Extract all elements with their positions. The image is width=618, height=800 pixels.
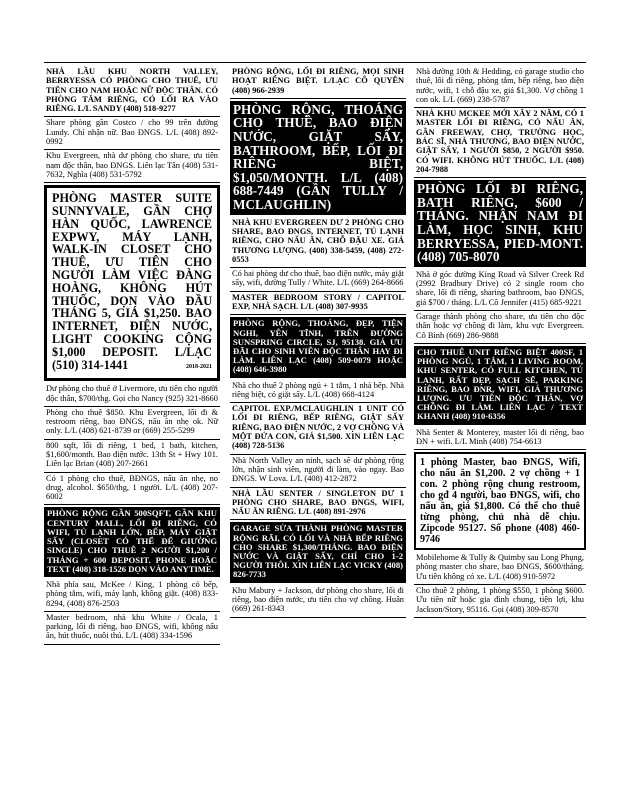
ad-text: 1 phòng Master, bao ĐNGS, Wifi, cho nấu ăn $1,200. 2 vợ chồng + 1 con. 2 phòng rộng chung restroom, cho gđ 4 người, bao ĐNGS, wifi, cho nấu ăn, giá $1,800. Có thể cho thuê từng phòng, chủ nhà dễ chịu. Zipcode 95127. Số phone (408) 460-9746 bbox=[420, 457, 580, 546]
classified-ad bbox=[230, 488, 406, 521]
ad-text: Có 1 phòng cho thuê, BĐNGS, nấu ăn nhẹ, no drug, alcohol. $650/thg, 1 người. L/L (408) 207-6002 bbox=[46, 473, 218, 502]
ad-text: Mobilehome & Tully & Quimby sau Long Phụng, phòng master cho share, bao ĐNGS, $600/tháng. Ưu tiên không có xe. L/L (408) 910-5972 bbox=[416, 553, 584, 581]
ad-text: Nhà North Valley an ninh, sạch sẽ dư phòng rộng lớn, nhận sinh viên, người đi làm, vào ngay. Bao ĐNGS. W Lova. L/L (408) 412-2872 bbox=[232, 455, 404, 484]
ad-text: NHÀ LẦU KHU NORTH VALLEY, BERRYESSA CÓ PHÒNG CHO THUÊ, ƯU TIÊN CHO NAM HOẶC NỮ ĐỘC THÂN. CÓ PHÒNG TẮM RIÊNG, CÓ LỐI RA VÀO RIÊNG. L/L SANDY (408) 518-9277 bbox=[46, 67, 218, 114]
column-2 bbox=[230, 66, 406, 618]
classified-ad bbox=[230, 317, 406, 377]
ad-text: PHÒNG RỘNG, LỐI ĐI RIÊNG, MỌI SINH HOẠT RIÊNG BIỆT. L/LẠC CÔ QUYÊN (408) 966-2939 bbox=[232, 67, 404, 95]
classified-ad bbox=[230, 455, 406, 488]
classified-ad bbox=[230, 585, 406, 618]
ad-text: Nhà đường 10th & Hedding, có garage studio cho thuê, lối đi riêng, phòng tắm, bếp riêng, bao điện nước, wifi, 1 chỗ đậu xe, giá $1,300. Vợ chồng 1 con ok. L/L (669) 238-5787 bbox=[416, 67, 584, 104]
classified-ad bbox=[44, 440, 220, 473]
ad-text: CAPITOL EXP./MCLAUGHLIN 1 UNIT CÓ LỐI ĐI RIÊNG, BẾP RIÊNG, GIẶT SẤY RIÊNG, BAO ĐIỆN NƯỚC, 2 VỢ CHỒNG VÀ MỘT ĐỨA CON, GIÁ $1,500. XIN LIÊN LẠC (408) 728-5136 bbox=[232, 404, 404, 451]
classified-ad bbox=[414, 552, 586, 585]
classified-ad bbox=[230, 403, 406, 454]
ad-text: PHÒNG MASTER SUITE SUNNYVALE, GẦN CHỢ HÀN QUỐC, LAWRENCE EXPWY, MÁY LẠNH, WALK-IN CLOSET CHO THUÊ, ƯU TIÊN CHO NGƯỜI LÀM VIỆC ĐÀNG HOÀNG, KHÔNG HÚT THUỐC, DỌN VÀO ĐẦU THÁNG 5, GIÁ $1,250. BAO INTERNET, ĐIỆN NƯỚC, LIGHT COOKING CỘNG $1,000 DEPOSIT. L/LẠC (510) 314-1441 bbox=[52, 191, 212, 372]
classifieds-page bbox=[44, 66, 586, 796]
classified-ad bbox=[230, 292, 406, 316]
ad-text: Có hai phòng dư cho thuê, bao điện nước, máy giặt sấy, wifi, đường Tully / White. L/L (669) 264-8666 bbox=[232, 269, 404, 288]
classified-ad bbox=[44, 150, 220, 183]
classified-ad bbox=[414, 427, 586, 451]
ad-text: Nhà cho thuê 2 phòng ngủ + 1 tắm, 1 nhà bếp. Nhà riêng biệt, có giặt sấy. L/L (408) 668-4124 bbox=[232, 380, 404, 399]
ad-text: NHÀ KHU MCKEE MỚI XÂY 2 NĂM, CÓ 1 MASTER LỐI ĐI RIÊNG, CÓ NẤU ĂN, GẦN FREEWAY, CHỢ, TRƯỜNG HỌC, BÁC SĨ, NHÀ THƯƠNG, BAO ĐIỆN NƯỚC, GIẶT SẤY, 1 NGƯỜI $850, 2 NGƯỜI $950. CÓ WIFI. KHÔNG HÚT THUỐC. L/L (408) 204-7988 bbox=[416, 109, 584, 174]
classified-ad bbox=[44, 507, 220, 576]
classified-ad bbox=[414, 452, 586, 550]
ad-text: Garage thành phòng cho share, ưu tiên cho độc thân hoặc vợ chồng đi làm, khu vực Evergreen. Cô Bình (669) 286-9888 bbox=[416, 312, 584, 340]
ad-text: GARAGE SỬA THÀNH PHÒNG MASTER RỘNG RÃI, CÓ LỐI VÀ NHÀ BẾP RIÊNG CHO SHARE $1,300/THÁNG. BAO ĐIỆN NƯỚC VÀ GIẶT SẤY, CHỈ CHO 1-2 NGƯỜI THÔI. XIN LIÊN LẠC VICKY (408) 826-7733 bbox=[233, 523, 403, 580]
ad-text: Cho thuê 2 phòng, 1 phòng $550, 1 phòng $600. Ưu tiên nữ hoặc gia đình chung, tiện lợi, khu Jackson/Story, 95116. Gọi (408) 309-8570 bbox=[416, 586, 584, 614]
ad-text: 800 sqft, lối đi riêng, 1 bed, 1 bath, kitchen, $1,600/month. Bao điện nước. 13th St + Hwy 101. Liên lạc Brian (408) 207-2661 bbox=[46, 440, 218, 469]
ad-text: Nhà Senter & Monterey, master lối đi riêng, bao ĐN + wifi. L/L Minh (408) 754-6613 bbox=[416, 427, 584, 446]
ad-text: PHÒNG RỘNG GẦN 500SQFT, GẦN KHU CENTURY MALL, LỐI ĐI RIÊNG, CÓ WIFI, TỦ LẠNH LỚN, BẾP, MÁY GIẶT SẤY (CLOSET CÓ THỂ ĐỂ GIƯỜNG SINGLE) CHO THUÊ 2 NGƯỜI $1,200 / THÁNG + 600 DEPOSIT. PHONE HOẶC TEXT (408) 318-1526 DỌN VÀO ANYTIME. bbox=[47, 508, 217, 574]
classified-ad bbox=[230, 101, 406, 215]
classified-ad bbox=[414, 346, 586, 425]
classified-ad bbox=[414, 66, 586, 108]
ad-text: MASTER BEDROOM STORY / CAPITOL EXP, NHÀ SẠCH. L/L (408) 307-9935 bbox=[232, 292, 404, 312]
column-1 bbox=[44, 66, 220, 645]
classified-ad bbox=[44, 66, 220, 117]
classified-ad bbox=[414, 108, 586, 178]
classified-ad bbox=[44, 117, 220, 150]
ad-text: Phòng cho thuê $850. Khu Evergreen, lối đi & restroom riêng, bao ĐNGS, nấu ăn nhẹ ok. Nữ only. L/L (408) 621-8739 or (669) 255-5299 bbox=[46, 407, 218, 436]
classified-ad bbox=[230, 380, 406, 404]
classified-ad bbox=[44, 185, 220, 381]
classified-ad bbox=[414, 585, 586, 618]
classified-ad bbox=[414, 311, 586, 344]
classified-ad bbox=[230, 522, 406, 582]
column-3 bbox=[414, 66, 586, 618]
ad-text: Master bedroom, nhà khu White / Ocala, 1 parking, lối đi riêng, bao ĐNGS, wifi, không nấu ăn, hút thuốc, nuôi thú. L/L (408) 334-1596 bbox=[46, 612, 218, 641]
ad-text: Nhà ở góc đường King Road và Silver Creek Rd (2992 Bradbury Drive) có 2 single room cho share, lối đi riêng, sharing bathroom, bao ĐNGS, giá $700 / tháng. L/L Cô Jennifer (415) 685-9221 bbox=[416, 269, 584, 307]
ad-text: Khu Evergreen, nhà dư phòng cho share, ưu tiên nam độc thân, bao ĐNGS. Liên lạc Tân (408) 531-7632, Nghĩa (408) 531-5792 bbox=[46, 151, 218, 179]
classified-ad bbox=[230, 66, 406, 99]
ad-date-note: 2018-2021 bbox=[186, 364, 212, 371]
ad-text: NHÀ LẦU SENTER / SINGLETON DƯ 1 PHÒNG CHO SHARE, BAO ĐNGS, WIFI, NẤU ĂN RIÊNG. L/L (408) 891-2976 bbox=[232, 488, 404, 517]
top-rule bbox=[44, 62, 586, 63]
classified-ad bbox=[44, 579, 220, 612]
classified-ad bbox=[44, 473, 220, 506]
ad-text: CHO THUÊ UNIT RIÊNG BIỆT 400SF, 1 PHÒNG NGỦ, 1 TẮM, 1 LIVING ROOM, KHU SENTER, CÓ FULL KITCHEN, TỦ LẠNH, RẤT ĐẸP, SẠCH SẼ, PARKING RIÊNG, BAO ĐNR, WIFI, GIÁ THƯƠNG LƯỢNG. ƯU TIÊN ĐỘC THÂN, VỢ CHỒNG ĐI LÀM. LIÊN LẠC / TEXT KHANH (408) 910-6356 bbox=[417, 346, 583, 422]
classified-ad bbox=[44, 407, 220, 440]
ad-text: NHÀ KHU EVERGREEN DƯ 2 PHÒNG CHO SHARE, BAO ĐNGS, INTERNET, TỦ LẠNH RIÊNG, CHO NẤU ĂN, CHỖ ĐẬU XE. GIÁ THƯƠNG LƯỢNG. (408) 338-5459, (408) 272-0553 bbox=[232, 217, 404, 264]
ad-text: Share phòng gần Costco / cho 99 trên đường Lundy. Chỉ nhận nữ. Bao ĐNGS. L/L (408) 892-0992 bbox=[46, 118, 218, 147]
classified-ad bbox=[414, 180, 586, 267]
ad-text: PHÒNG RỘNG, THOÁNG, ĐẸP, TIỆN NGHI, YÊN TĨNH, TRÊN ĐƯỜNG SUNSPRING CIRCLE, SJ, 95138. GIÁ ƯU ĐÃI CHO SINH VIÊN ĐỘC THÂN HAY ĐI LÀM. LIÊN LẠC (408) 509-0079 HOẶC (408) 646-3980 bbox=[233, 318, 403, 375]
ad-text: Khu Mabury + Jackson, dư phòng cho share, lối đi riêng, bao điện nước, ưu tiên cho vợ chồng. Huân (669) 261-8343 bbox=[232, 585, 404, 614]
ad-text: PHÒNG LỐI ĐI RIÊNG, BATH RIÊNG, $600 / THÁNG. NHẬN NAM ĐI LÀM, HỌC SINH, KHU BERRYESSA, PIED-MONT. (408) 705-8070 bbox=[417, 181, 583, 265]
ad-text: Dư phòng cho thuê ở Livermore, ưu tiên cho người độc thân, $700/thg. Gọi cho Nancy (925) 321-8660 bbox=[46, 384, 218, 403]
classified-ad bbox=[414, 269, 586, 311]
classified-ad bbox=[44, 612, 220, 645]
ad-text: PHÒNG RỘNG, THOÁNG CHO THUÊ, BAO ĐIỆN NƯỚC, GIẶT SẤY, BATHROOM, BẾP, LỐI ĐI RIÊNG BIỆT, $1,050/MONTH. L/L (408) 688-7449 (GẦN TULLY / MCLAUGHLIN) bbox=[233, 101, 403, 213]
classified-ad bbox=[230, 268, 406, 292]
ad-text: Nhà phía sau, McKee / King, 1 phòng có bếp, phòng tắm, wifi, máy lạnh, không giặt. (408) 833-8294, (408) 876-2503 bbox=[46, 579, 218, 608]
classified-ad bbox=[230, 217, 406, 268]
classified-ad bbox=[44, 383, 220, 407]
